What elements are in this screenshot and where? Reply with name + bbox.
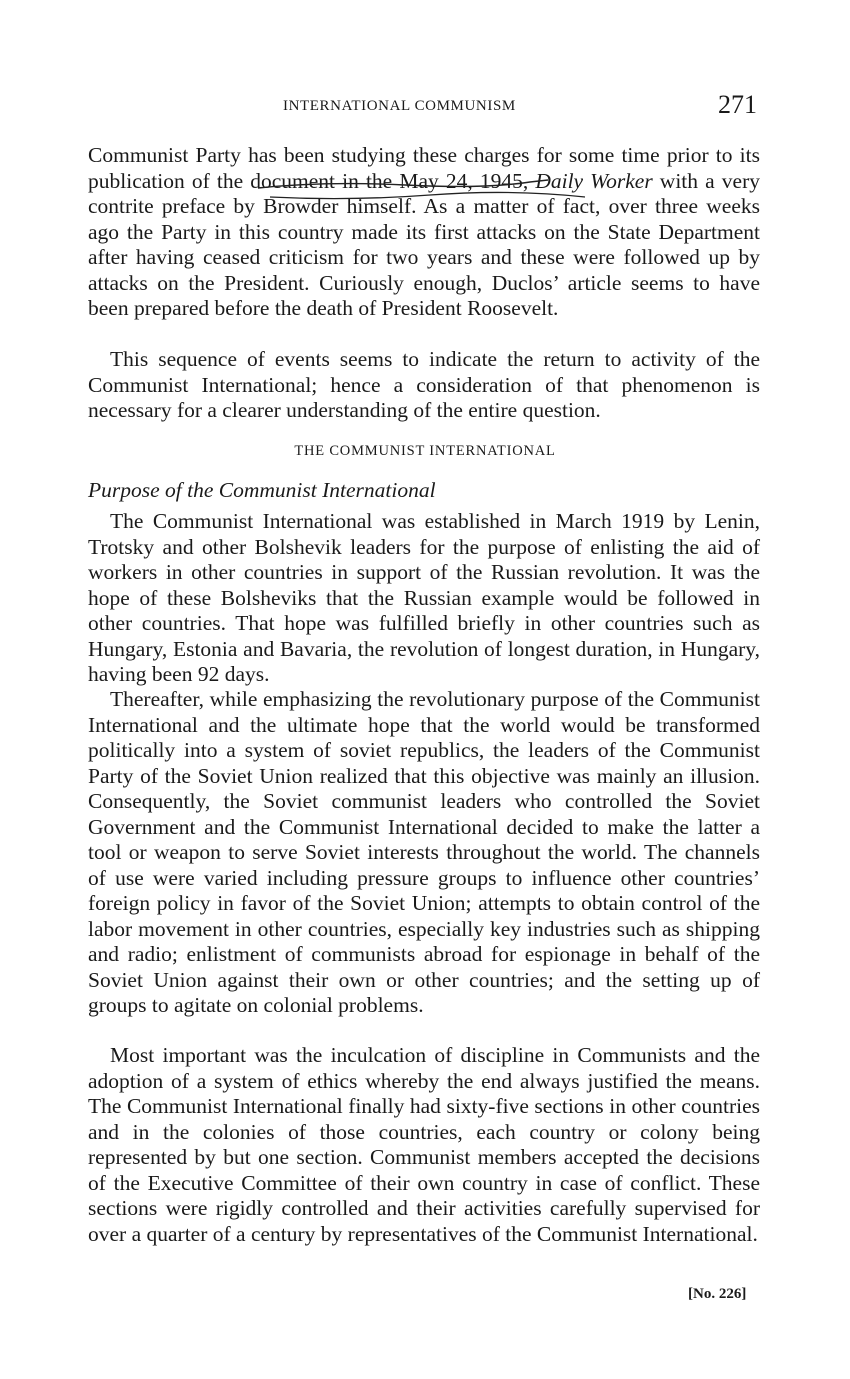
paragraph-3: The Communist International was established in March 1919 by Lenin, Trotsky and other Bolshevik leaders for the purpose of enlisting the aid of workers in other countries in support of the Russian revolution. It was the hope of these Bolsheviks that the Russian example would be followed in other countries. That hope was fulfilled briefly in other countries such as Hungary, Estonia and Bavaria, the revolution of longest duration, in Hungary, having been 92 days. — [88, 509, 760, 686]
paragraph-4: Thereafter, while emphasizing the revolutionary purpose of the Communist International and the ultimate hope that the world would be transformed politically into a system of soviet republics, the leaders of the Communist Party of the Soviet Union realized that this objective was mainly an illusion. Consequently, the Soviet communist leaders who controlled the Soviet Government and the Communist International decided to make the latter a tool or weapon to serve Soviet interests throughout the world. The channels of use were varied including pressure groups to influence other countries’ foreign policy in favor of the Soviet Union; attempts to obtain control of the labor movement in other countries, especially key industries such as shipping and radio; enlistment of communists abroad for espionage in behalf of the Soviet Union against their own or other countries; and the setting up of groups to agitate on colonial problems. — [88, 687, 760, 1017]
running-title: INTERNATIONAL COMMUNISM — [283, 98, 516, 114]
subheading: Purpose of the Communist International — [88, 478, 436, 502]
handwritten-underline-mark — [230, 168, 600, 212]
paragraph-1-text-start: Communist Party has been studying these charges for some time prior to its publication of the document in the May 24, 1945, — [88, 143, 760, 193]
paragraph-1-text-end: with a very contrite preface by Browder himself. As a matter of fact, over three weeks ago the Party in this country made its first attacks on the State Department after having ceased criticism for two years and these were followed up by attacks on the President. Curiously enough, Duclos’ article seems to have been prepared before the death of President Roosevelt. — [88, 168, 760, 320]
section-heading: THE COMMUNIST INTERNATIONAL — [294, 443, 556, 459]
document-number: [No. 226] — [688, 1286, 747, 1302]
page-number: 271 — [718, 90, 757, 119]
paragraph-5: Most important was the inculcation of discipline in Communists and the adoption of a system of ethics whereby the end always justified the means. The Communist International finally had sixty-five sections in other countries and in the colonies of those countries, each country or colony being represented by but one section. Communist members accepted the decisions of the Executive Committee of their own country in case of conflict. These sections were rigidly controlled and their activities carefully supervised for over a quarter of a century by representatives of the Communist International. — [88, 1043, 760, 1246]
newspaper-title: Daily Worker — [535, 168, 653, 193]
paragraph-2: This sequence of events seems to indicate the return to activity of the Communist International; hence a consideration of that phenomenon is necessary for a clearer understanding of the entire question. — [88, 347, 760, 422]
